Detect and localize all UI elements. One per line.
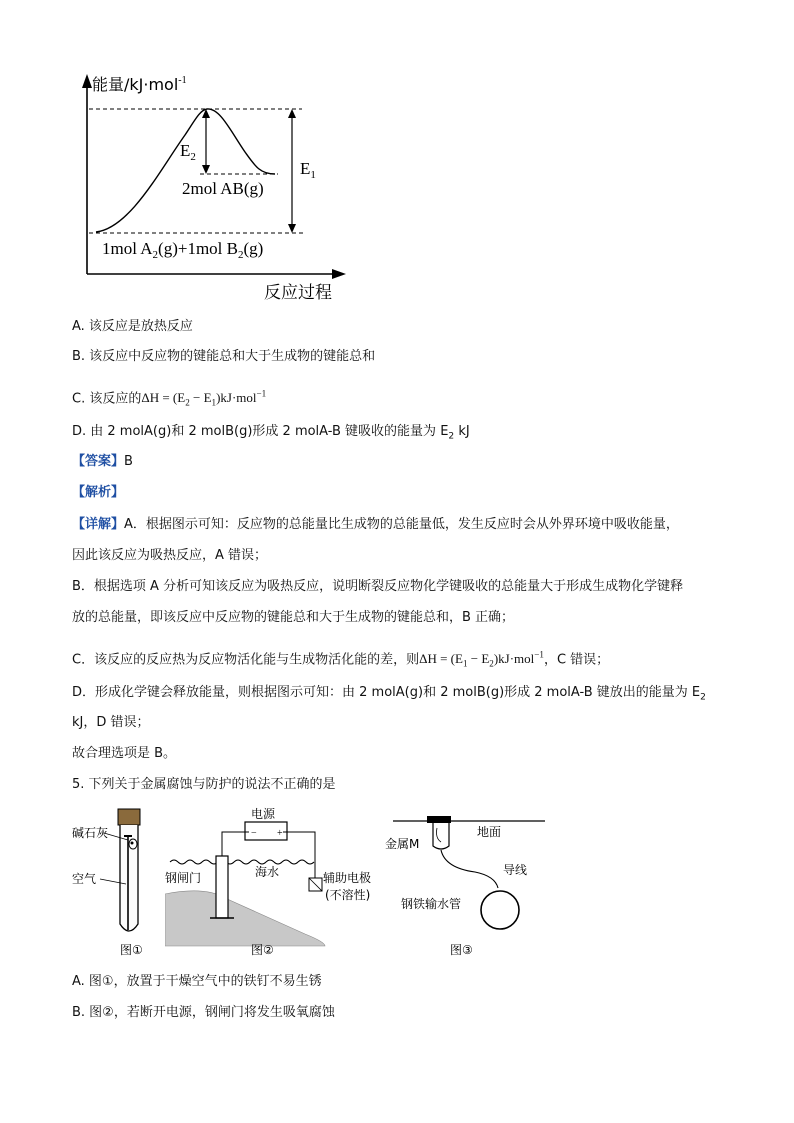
product-label: 2mol AB(g) [182,179,264,198]
q4-option-d-sub: 2 [448,431,455,442]
analysis-line-5: C．该反应的反应热为反应物活化能与生成物活化能的差，则$\Delta H = (E_1 - E_2)kJ\cdot mol^{-1}$，C 错误； [72,650,610,669]
answer-tag: 【答案】 [72,454,125,469]
q4-option-b[interactable]: B. 该反应中反应物的键能总和大于生成物的键能总和 [72,349,376,364]
fig2-label-electrode: 辅助电极 [323,871,372,885]
figure-3 [385,806,550,958]
analysis-tag: 【解析】 [72,485,125,500]
tube-stopper [118,809,140,825]
connecting-wire [441,850,498,888]
sea-bed [165,891,325,946]
e1-arrow-head-bottom [288,224,296,233]
fig3-label-pipe: 钢铁输水管 [401,897,462,911]
fig2-label-power: 电源 [251,807,276,821]
answer-value: B [124,454,133,469]
reactant-label: 1mol $A_2(g)+1mol$ $B_2(g)$ [102,239,264,261]
ground-cap [427,816,451,823]
analysis-line-2: 因此该反应为吸热反应，A 错误； [72,548,268,563]
fig1-label-air: 空气 [72,872,97,886]
energy-curve [96,109,275,232]
fig1-caption: 图① [120,943,143,957]
e1-label: $E_1$ [300,159,316,181]
q4-option-c[interactable] [72,384,266,413]
steel-pipe [481,891,519,929]
q4-option-d[interactable] [72,422,470,447]
q5-option-a[interactable]: A. 图①，放置于干燥空气中的铁钉不易生锈 [72,974,322,989]
e2-label: $E_2$ [180,141,196,163]
svg-text:+: + [277,828,283,839]
fig3-label-metal: 金属M [385,837,420,851]
svg-text:−: − [251,828,257,839]
answer-line [72,452,133,472]
q5-stem: 5. 下列关于金属腐蚀与防护的说法不正确的是 [72,777,336,792]
analysis-formula: $\Delta H = (E_1 - E_2)kJ\cdot mol^{-1}$ [419,650,544,669]
metal-m [433,823,449,849]
analysis-line-6: D．形成化学键会释放能量，则根据图示可知：由 2 molA(g)和 2 molB(g)形成 2 molA-B 键放出的能量为 $E_2$ [72,685,706,703]
q4-option-d-tail: kJ [454,424,470,439]
detail-tag: 【详解】 [72,517,125,532]
x-axis-label: 反应过程 [264,283,332,303]
water-surface [170,860,314,864]
wire-to-electrode [283,832,315,878]
q4-option-d-text: D. 由 2 molA(g)和 2 molB(g)形成 2 molA-B 键吸收的能量为 E [72,424,449,439]
analysis-line-4: 放的总能量，即该反应中反应物的键能总和大于生成物的键能总和，B 正确； [72,610,515,625]
fig1-label-soda-lime: 碱石灰 [72,826,109,840]
e2-arrow-head-bottom [202,165,210,174]
figure-2 [165,806,385,958]
analysis-line-8: 故合理选项是 B。 [72,746,177,761]
x-axis-arrow [332,269,346,279]
q4-option-c-prefix: C. 该反应的 [72,391,142,407]
energy-diagram [60,60,390,310]
q4-option-c-formula: $\Delta H = (E_2 - E_1)kJ\cdot mol^{-1}$ [141,389,267,408]
figure-1 [70,806,165,958]
fig2-caption: 图② [251,943,274,957]
y-axis-arrow [82,74,92,88]
fig3-label-ground: 地面 [477,825,502,839]
fig2-label-gate: 钢闸门 [165,871,202,885]
fig2-label-sea: 海水 [255,865,280,879]
fig3-label-wire: 导线 [503,863,528,877]
analysis-line-3: B．根据选项 A 分析可知该反应为吸热反应，说明断裂反应物化学键吸收的总能量大于形成生成物化学键释 [72,579,684,594]
q4-option-a[interactable]: A. 该反应是放热反应 [72,319,193,334]
e1-arrow-head-top [288,109,296,118]
fig3-caption: 图③ [450,943,473,957]
q5-option-b[interactable]: B. 图②，若断开电源，钢闸门将发生吸氧腐蚀 [72,1005,335,1020]
analysis-line-7: kJ，D 错误； [72,715,150,730]
fig2-label-insoluble: (不溶性) [325,888,371,902]
steel-gate [216,856,228,918]
analysis-line-1: 【详解】A．根据图示可知：反应物的总能量比生成物的总能量低，发生反应时会从外界环境中吸收能量， [72,517,679,532]
y-axis-label: 能量/kJ·mol$^{-1}$ [92,75,187,94]
